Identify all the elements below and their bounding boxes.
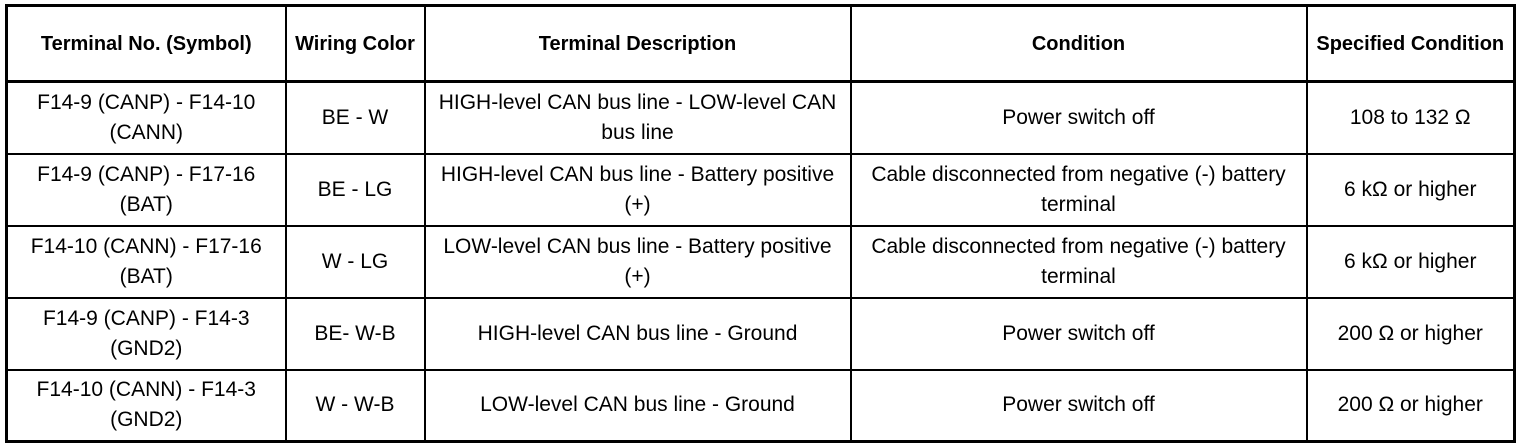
header-wiring-color: Wiring Color [286,6,425,82]
cell-wiring-color: BE- W-B [286,298,425,370]
cell-wiring-color: BE - W [286,82,425,154]
cell-condition: Cable disconnected from negative (-) battery terminal [851,226,1307,298]
cell-condition: Power switch off [851,370,1307,442]
table-row [7,226,1515,298]
table-row [7,370,1515,442]
cell-specified-condition: 6 kΩ or higher [1307,226,1515,298]
cell-condition: Cable disconnected from negative (-) battery terminal [851,154,1307,226]
cell-terminal-no: F14-10 (CANN) - F17-16 (BAT) [7,226,286,298]
cell-specified-condition: 108 to 132 Ω [1307,82,1515,154]
cell-terminal-no: F14-9 (CANP) - F17-16 (BAT) [7,154,286,226]
cell-terminal-no: F14-10 (CANN) - F14-3 (GND2) [7,370,286,442]
cell-condition: Power switch off [851,298,1307,370]
table-row [7,82,1515,154]
cell-wiring-color: BE - LG [286,154,425,226]
table-row [7,298,1515,370]
cell-terminal-no: F14-9 (CANP) - F14-10 (CANN) [7,82,286,154]
terminal-spec-table [5,4,1516,443]
header-terminal-description: Terminal Description [425,6,851,82]
cell-terminal-no: F14-9 (CANP) - F14-3 (GND2) [7,298,286,370]
header-condition: Condition [851,6,1307,82]
table-header-row [7,6,1515,82]
cell-terminal-description: LOW-level CAN bus line - Battery positive (+) [425,226,851,298]
header-terminal-no: Terminal No. (Symbol) [7,6,286,82]
cell-condition: Power switch off [851,82,1307,154]
cell-terminal-description: LOW-level CAN bus line - Ground [425,370,851,442]
cell-wiring-color: W - LG [286,226,425,298]
cell-specified-condition: 200 Ω or higher [1307,370,1515,442]
cell-terminal-description: HIGH-level CAN bus line - LOW-level CAN bus line [425,82,851,154]
cell-specified-condition: 6 kΩ or higher [1307,154,1515,226]
cell-specified-condition: 200 Ω or higher [1307,298,1515,370]
header-specified-condition: Specified Condition [1307,6,1515,82]
cell-wiring-color: W - W-B [286,370,425,442]
cell-terminal-description: HIGH-level CAN bus line - Ground [425,298,851,370]
cell-terminal-description: HIGH-level CAN bus line - Battery positive (+) [425,154,851,226]
table-row [7,154,1515,226]
